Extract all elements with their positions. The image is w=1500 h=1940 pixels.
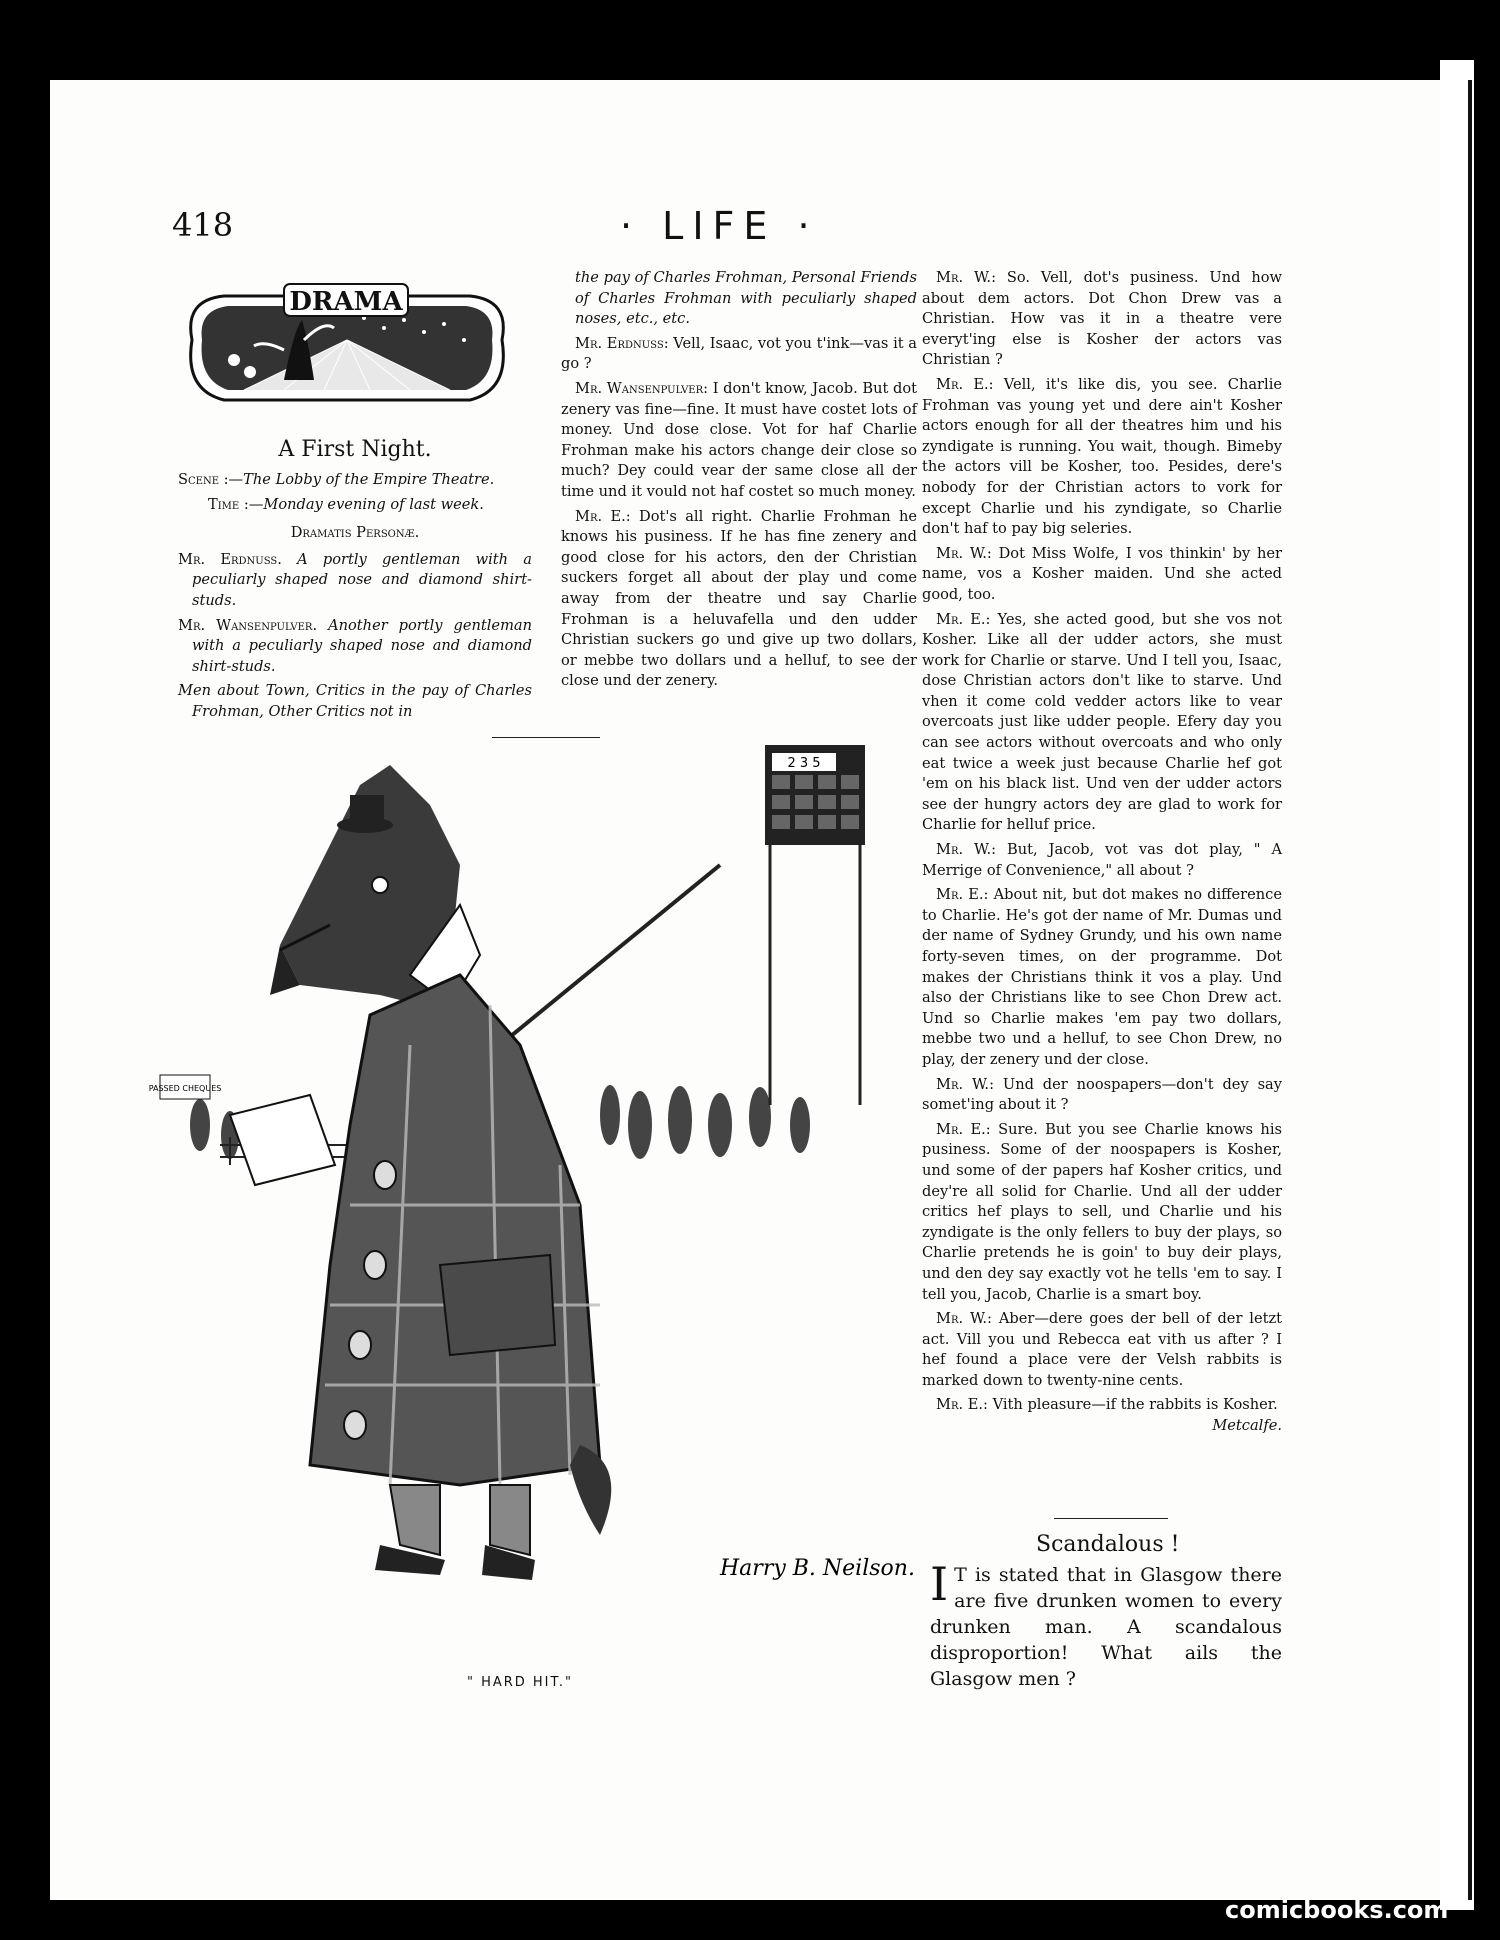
- dialogue-line: Mr. W.: Dot Miss Wolfe, I vos thinkin' by her name, vos a Kosher maiden. Und she acted good, too.: [922, 544, 1283, 603]
- scene-line: Scene :—The Lobby of the Empire Theatre.: [178, 471, 495, 488]
- dialogue-line: Mr. E.: Sure. But you see Charlie knows his pusiness. Some of der noospapers is Kosher, und some of der papers haf Kosher critics, und dey're all solid for Charlie. Und all der udder critics hef plays to sell, und Charlie und his zyndigate is the only fellers to buy der plays, so Charlie pretends he is goin' to buy deir plays, und den dey say exactly vot he tells 'em to say. I tell you, Jacob, Charlie is a smart boy.: [922, 1120, 1282, 1303]
- masthead: · LIFE ·: [620, 204, 819, 248]
- dialogue-line: Mr. W.: So. Vell, dot's pusiness. Und how about dem actors. Dot Chon Drew vas a Christian. How vas it in a theatre vere everyt'ing else is Kosher der actors vas Christian ?: [922, 269, 1283, 369]
- persona-wansenpulver: Mr. Wansenpulver. Another portly gentleman with a peculiarly shaped nose and diamond shirt-studs.: [178, 616, 533, 675]
- dialogue-line: Mr. E.: Vell, it's like dis, you see. Charlie Frohman vas young yet und dere ain't Kosher actors enough for all der theatres him und his zyndigate is running. You wait, though. Bimeby the actors vill be Kosher, too. Pesides, dere's nobody for der Christian actors to vork for except Charlie und his zyndigate, so Charlie don't haf to pay big seleries.: [922, 375, 1282, 538]
- column-2: [561, 268, 917, 696]
- watermark-brand: comicbooks.com: [1225, 1896, 1449, 1924]
- horse-figure: [230, 765, 611, 1580]
- dialogue-line: Mr. E.: Yes, she acted good, but she vos not Kosher. Like all der udder actors, she must work for Charlie or starve. Und I tell you, Isaac, dose Christian actors don't like to starve. Und vhen it come cold vedder actors like to vear overcoats just like udder people. Efery day you can see actors without overcoats and who only eat twice a week just because Charlie hef got 'em on his black list. Und ven der udder actors see der hungry actors dey are glad to work for Charlie for helluf price.: [922, 610, 1282, 834]
- column-3: [922, 268, 1282, 1437]
- author-signature: Metcalfe.: [1212, 1417, 1282, 1435]
- scandalous-paragraph: I T is stated that in Glasgow there are five drunken women to every drunken man. A scandalous disproportion! What ails the Glasgow men ?: [930, 1557, 1282, 1690]
- hard-hit-illustration: [148, 745, 915, 1585]
- dialogue-line: Mr. E.: About nit, but dot makes no difference to Charlie. He's got der name of Mr. Dumas und der name of Sydney Grundy, und his own name forty-seven times, on der programme. Dot makes der Christians think it vos a play. Und also der Christians like to see Chon Drew act. Und so Charlie makes 'em pay two dollars, mebbe two und a helluf, to see Chon Drew, no play, der zenery und der close.: [922, 886, 1282, 1068]
- dialogue-line: Mr. W.: But, Jacob, vot vas dot play, " A Merrige of Convenience," all about ?: [922, 841, 1282, 879]
- dialogue-line: Mr. Wansenpulver: I don't know, Jacob. But dot zenery vas fine—fine. It must have costet lots of money. Und dose close. Vot for haf Charlie Frohman make his actors change deir close so much? Dey could vear der same close all der time und it vould not haf costet so much money.: [561, 379, 918, 500]
- persona-erdnuss: Mr. Erdnuss. A portly gentleman with a peculiarly shaped nose and diamond shirt-studs.: [178, 550, 532, 609]
- dialogue-line: Mr. W.: Aber—dere goes der bell of der letzt act. Vill you und Rebecca eat vith us after ? I hef found a place vere der Velsh rabbits is marked down to twenty-nine cents.: [922, 1310, 1282, 1389]
- drama-banner: [184, 280, 510, 416]
- scandalous-title: Scandalous !: [1036, 1532, 1180, 1557]
- personae-continued: the pay of Charles Frohman, Personal Friends of Charles Frohman with peculiarly shaped noses, etc., etc.: [575, 269, 917, 328]
- dialogue-line: Mr. E.: Dot's all right. Charlie Frohman he knows his pusiness. If he has fine zenery and good close for his actors, den der Christian suckers forget all about der play und come away from der theatre und say Charlie Frohman is a heluvafella und den udder Christian suckers go und give up two dollars, or mebbe two dollars und a helluf, to see der close und der zenery.: [561, 507, 918, 690]
- drop-cap: I: [930, 1557, 949, 1611]
- persona-others: Men about Town, Critics in the pay of Charles Frohman, Other Critics not in: [178, 682, 532, 720]
- section-rule: [1054, 1518, 1168, 1519]
- time-line: Time :—Monday evening of last week.: [208, 495, 484, 513]
- section-rule: [492, 737, 600, 738]
- passed-cheques-sign: PASSED CHEQUES: [148, 1084, 222, 1093]
- number-board: [765, 745, 865, 1105]
- dialogue-line: Mr. Erdnuss: Vell, Isaac, vot you t'ink—vas it a go ?: [561, 334, 918, 373]
- dialogue-line: Mr. W.: Und der noospapers—don't dey say somet'ing about it ?: [922, 1075, 1283, 1114]
- dialogue-line: Mr. E.: Vith pleasure—if the rabbits is Kosher. Metcalfe.: [922, 1395, 1282, 1416]
- illustration-caption: " HARD HIT.": [466, 1675, 574, 1690]
- first-night-title: A First Night.: [278, 437, 432, 462]
- binding-line: [1468, 80, 1472, 1900]
- artist-signature: Harry B. Neilson.: [720, 1556, 915, 1581]
- paper-sheets: [230, 1095, 335, 1185]
- column-1: [178, 470, 532, 727]
- cane: [500, 865, 720, 1045]
- dramatis-personae-heading: Dramatis Personæ.: [290, 524, 420, 542]
- page-number: 418: [172, 206, 234, 244]
- board-numbers: 2 3 5: [787, 756, 821, 771]
- banner-label: DRAMA: [289, 287, 403, 317]
